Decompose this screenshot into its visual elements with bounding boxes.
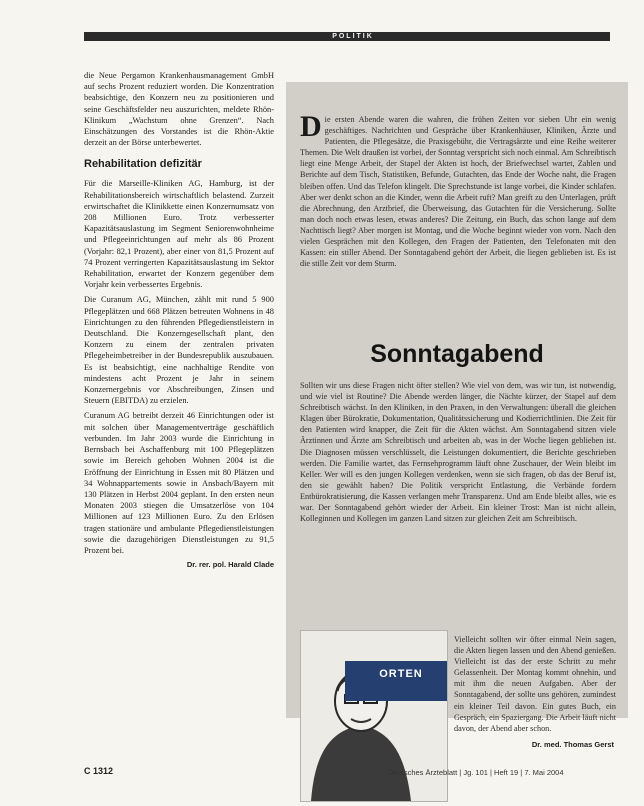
body-paragraph: Für die Marseille-Kliniken AG, Hamburg, ist der Rehabilitationsbereich wirtschaftlich belastend. Zurzeit erwirtschaftet die Klinikkette einen Konzernumsatz von 208 Millionen Euro. Trotz verbesserter Kapazitätsauslastung im Segment Seniorenwohnheime und Pflegeeinrichtungen auf mehr als 86 Prozent (Vorjahr: 82,1 Prozent), aber einer von 81,5 Prozent auf 74 Prozent verringerten Kapazitätsauslastung im Sektor Rehabilitation, erwartet der Konzern gegenüber dem Vorjahr kein verbessertes Ergebnis. xyxy=(84,179,274,290)
author-byline: Dr. rer. pol. Harald Clade xyxy=(186,560,274,570)
page-number: C 1312 xyxy=(84,766,114,776)
box-top-text xyxy=(286,110,628,269)
box-bottom-right-text xyxy=(454,634,628,749)
left-column xyxy=(84,70,274,569)
box-paragraph: Vielleicht sollten wir öfter einmal Nein sagen, die Akten liegen lassen und den Abend genießen. Vielleicht ist das der erste Schritt zu mehr Gelassenheit. Der Montag kommt ohnehin, und mit ihm die neuen Aufgaben. Aber der Sonntagabend, der sollte uns gehören, zumindest ein kleiner Teil davon. Ein gutes Buch, ein Gespräch, ein Spaziergang. Die Arbeit läuft nicht davon, der Abend aber schon. xyxy=(454,635,616,733)
cover-title: ORTEN xyxy=(379,668,423,680)
body-paragraph: Die Curanum AG, München, zählt mit rund 5 900 Pflegeplätzen und 668 Plätzen betreuten Wohnens in 48 Einrichtungen zu den führenden Pflegedienstleistern in Deutschland. Die Konzerngesellschaft plant, den Konzern zu einem der zentralen privaten Pflegeheimbetreiber in der Bundesrepublik auszubauen. Es ist beabsichtigt, eine nachhaltige Rendite von mindestens acht Prozent je Jahr in seinem Konzernergebnis vor Abschreibungen, Zinsen und Steuern (EBITDA) zu erzielen. xyxy=(84,295,274,406)
commentary-box xyxy=(286,82,628,749)
journal-citation: Deutsches Ärzteblatt | Jg. 101 | Heft 19 | 7. Mai 2004 xyxy=(388,768,564,777)
section-rubric: POLITIK xyxy=(332,33,374,40)
box-paragraph: Sollten wir uns diese Fragen nicht öfter stellen? Wie viel von dem, was wir tun, ist notwendig, und wie viel ist Routine? Die Abende werden länger, die Nächte kürzer, der Stapel auf dem Schreibtisch wächst. In den Kliniken, in den Praxen, in den Verwaltungen: überall die gleichen Klagen über Bürokratie, Dokumentation, Qualitätssicherung und Kodierrichtlinien. Die Zeit für den Patienten wird knapper, die Zeit für die Akten wächst. Am Sonntagabend sitzen viele Ärztinnen und Ärzte am Schreibtisch und arbeiten ab, was in der Woche liegen geblieben ist. Die Diagnosen müssen verschlüsselt, die Leistungen dokumentiert, die Berichte geschrieben werden. Die Familie wartet, das Fernsehprogramm läuft ohne Zuschauer, der Wein bleibt im Keller. Wer will es den jungen Kollegen verdenken, wenn sie sich fragen, ob das der Beruf ist, den sie gewählt haben? Die Politik verspricht Entlastung, die Verbände fordern Entbürokratisierung, die Kassen verlangen mehr Transparenz. Und am Ende bleibt alles, wie es war. Der Sonntagabend gehört wieder der Arbeit. Ein kleiner Trost: Man ist nicht allein, Kolleginnen und Kollegen im ganzen Land sitzen zur gleichen Zeit am Schreibtisch. xyxy=(300,381,616,524)
box-bottom-text xyxy=(286,380,628,524)
intro-paragraph: die Neue Pergamon Krankenhausmanagement GmbH auf sechs Prozent reduziert worden. Die Konzentration beabsichtige, den Konzern neu zu positionieren und seine Geschäftsfelder neu auszurichten, meldete Rhön-Klinikum „Wachstum ohne Grenzen“. Nach Einschätzungen des Vorstandes ist die Rhön-Aktie derzeit an der Börse unterbewertet. xyxy=(84,71,274,148)
body-paragraph: Curanum AG betreibt derzeit 46 Einrichtungen oder ist mit solchen über Managementverträge geschäftlich verbunden. Im Jahr 2003 wurde die Einrichtung in Bernsbach bei Aschaffenburg mit 100 Pflegeplätzen sowie im Bereich gehoben Wohnen 2004 ist die Eröffnung der Einrichtung in Essen mit 80 Plätzen und 34 Wohnappartements sowie in Ansbach/Bayern mit 130 Plätzen in Herbst 2004 geplant. In den ersten neun Monaten 2003 stiegen die Umsatzerlöse von 104 Millionen auf 123 Millionen Euro. Zu den Erlösen tragen stationäre und ambulante Pflegedienstleistungen sowie die dazugehörigen Dienstleistungen zu 91,5 Prozent bei. xyxy=(84,411,274,555)
box-headline: Sonntagabend xyxy=(370,340,544,368)
cover-band xyxy=(345,661,447,701)
subheading: Rehabilitation defizitär xyxy=(84,158,202,171)
box-author-byline: Dr. med. Thomas Gerst xyxy=(531,739,614,749)
box-paragraph: Die ersten Abende waren die wahren, die frühen Zeiten vor sieben Uhr ein wenig geschäftiges. Nachrichten und Gespräche über Krankenhäuser, Kliniken, Ärzte und Patienten, die Pflegesätze, die Praxisgebühr, die Vertragsärzte und eine Reihe weiterer Themen. Die Welt draußen ist vorbei, der Sonntag verspricht sich noch einmal. Am Schreibtisch liegt eine Menge Arbeit, der Stapel der Akten ist hoch, der Briefwechsel wartet, Zahlen und Berichte auf dem Tisch, Statistiken, Befunde, Gutachten, das Ende der Woche naht, die Fragen bleiben offen. Und das Telefon klingelt. Die Sprechstunde ist lange vorbei, die Kinder schlafen. Aber wer denkt schon an die Kinder, wenn die Arbeit ruft? Man greift zu den Unterlagen, prüft die Abrechnung, den Arztbrief, die Überweisung, das Gutachten für die Versicherung. Sollte man doch noch etwas lesen, etwas anderes? Die Zeitung, ein Buch, das schon lange auf dem Nachttisch liegt? Aber morgen ist Montag, und die Woche beginnt wieder von vorn. Nach den vielen Gesprächen mit den Kollegen, den Fragen der Patienten, den Telefonaten mit den Kassen: ein stiller Abend. Der Sonntagabend gehört der Arbeit, die liegen geblieben ist. Es ist die stille Zeit vor dem Sturm. xyxy=(300,110,616,269)
